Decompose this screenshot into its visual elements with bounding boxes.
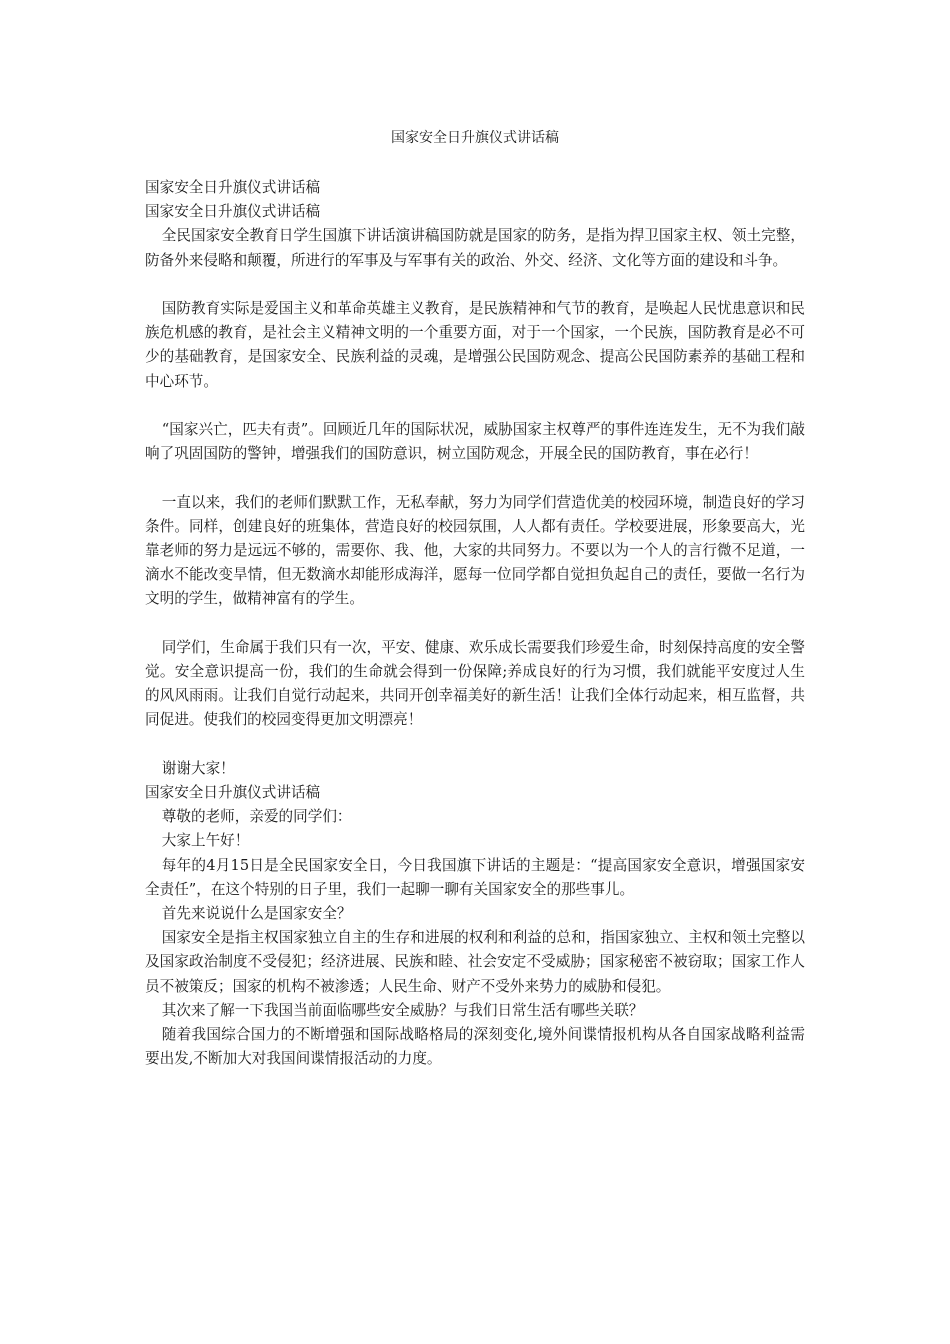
paragraph: 一直以来，我们的老师们默默工作，无私奉献，努力为同学们营造优美的校园环境，制造良好的学习条件。同样，创建良好的班集体，营造良好的校园氛围，人人都有责任。学校要进展，形象要高大，光靠老师的努力是远远不够的，需要你、我、他，大家的共同努力。不要以为一个人的言行微不足道，一滴水不能改变旱情，但无数滴水却能形成海洋，愿每一位同学都自觉担负起自己的责任，要做一名行为文明的学生，做精神富有的学生。	[145, 493, 805, 608]
paragraph: 每年的4月15日是全民国家安全日，今日我国旗下讲话的主题是：“提高国家安全意识，增强国家安全责任”，在这个特别的日子里，我们一起聊一聊有关国家安全的那些事儿。	[145, 856, 805, 898]
paragraph: 大家上午好！	[161, 832, 250, 850]
paragraph-spacer	[145, 273, 805, 297]
paragraph: 谢谢大家！	[161, 759, 235, 777]
paragraph: 国防教育实际是爱国主义和革命英雄主义教育，是民族精神和气节的教育，是唤起人民忧患意识和民族危机感的教育，是社会主义精神文明的一个重要方面，对于一个国家，一个民族，国防教育是必不可少的基础教育，是国家安全、民族利益的灵魂，是增强公民国防观念、提高公民国防素养的基础工程和中心环节。	[145, 300, 805, 390]
paragraph-spacer	[145, 733, 805, 757]
paragraph: 同学们，生命属于我们只有一次，平安、健康、欢乐成长需要我们珍爱生命，时刻保持高度的安全警觉。安全意识提高一份，我们的生命就会得到一份保障;养成良好的行为习惯，我们就能平安度过人生的风风雨雨。让我们自觉行动起来，共同开创幸福美好的新生活！让我们全体行动起来，相互监督，共同促进。使我们的校园变得更加文明漂亮！	[145, 638, 805, 729]
paragraph: 国家安全日升旗仪式讲话稿	[145, 179, 321, 196]
paragraph: 国家安全日升旗仪式讲话稿	[145, 784, 321, 801]
paragraph-spacer	[145, 394, 805, 418]
paragraph: 随着我国综合国力的不断增强和国际战略格局的深刻变化,境外间谍情报机构从各自国家战略利益需要出发,不断加大对我国间谍情报活动的力度。	[145, 1026, 805, 1068]
paragraph: 国家安全日升旗仪式讲话稿	[145, 203, 321, 221]
paragraph: 首先来说说什么是国家安全？	[161, 905, 352, 923]
paragraph: 全民国家安全教育日学生国旗下讲话演讲稿国防就是国家的防务，是指为捍卫国家主权、领土完整，防备外来侵略和颠覆，所进行的军事及与军事有关的政治、外交、经济、文化等方面的建设和斗争。	[145, 227, 805, 269]
paragraph: 尊敬的老师，亲爱的同学们：	[161, 808, 352, 826]
paragraph: “国家兴亡，匹夫有责”。回顾近几年的国际状况，威胁国家主权尊严的事件连连发生，无不为我们敲响了巩固国防的警钟，增强我们的国防意识，树立国防观念，开展全民的国防教育，事在必行！	[145, 421, 805, 463]
paragraph-spacer	[145, 612, 805, 636]
paragraph-spacer	[145, 466, 805, 490]
document-body	[145, 176, 805, 1071]
paragraph: 国家安全是指主权国家独立自主的生存和进展的权利和利益的总和，指国家独立、主权和领土完整以及国家政治制度不受侵犯；经济进展、民族和睦、社会安定不受威胁；国家秘密不被窃取；国家工作人员不被策反；国家的机构不被渗透；人民生命、财产不受外来势力的威胁和侵犯。	[145, 929, 805, 995]
document-title: 国家安全日升旗仪式讲话稿	[391, 130, 559, 146]
paragraph: 其次来了解一下我国当前面临哪些安全威胁？与我们日常生活有哪些关联？	[161, 1001, 644, 1019]
